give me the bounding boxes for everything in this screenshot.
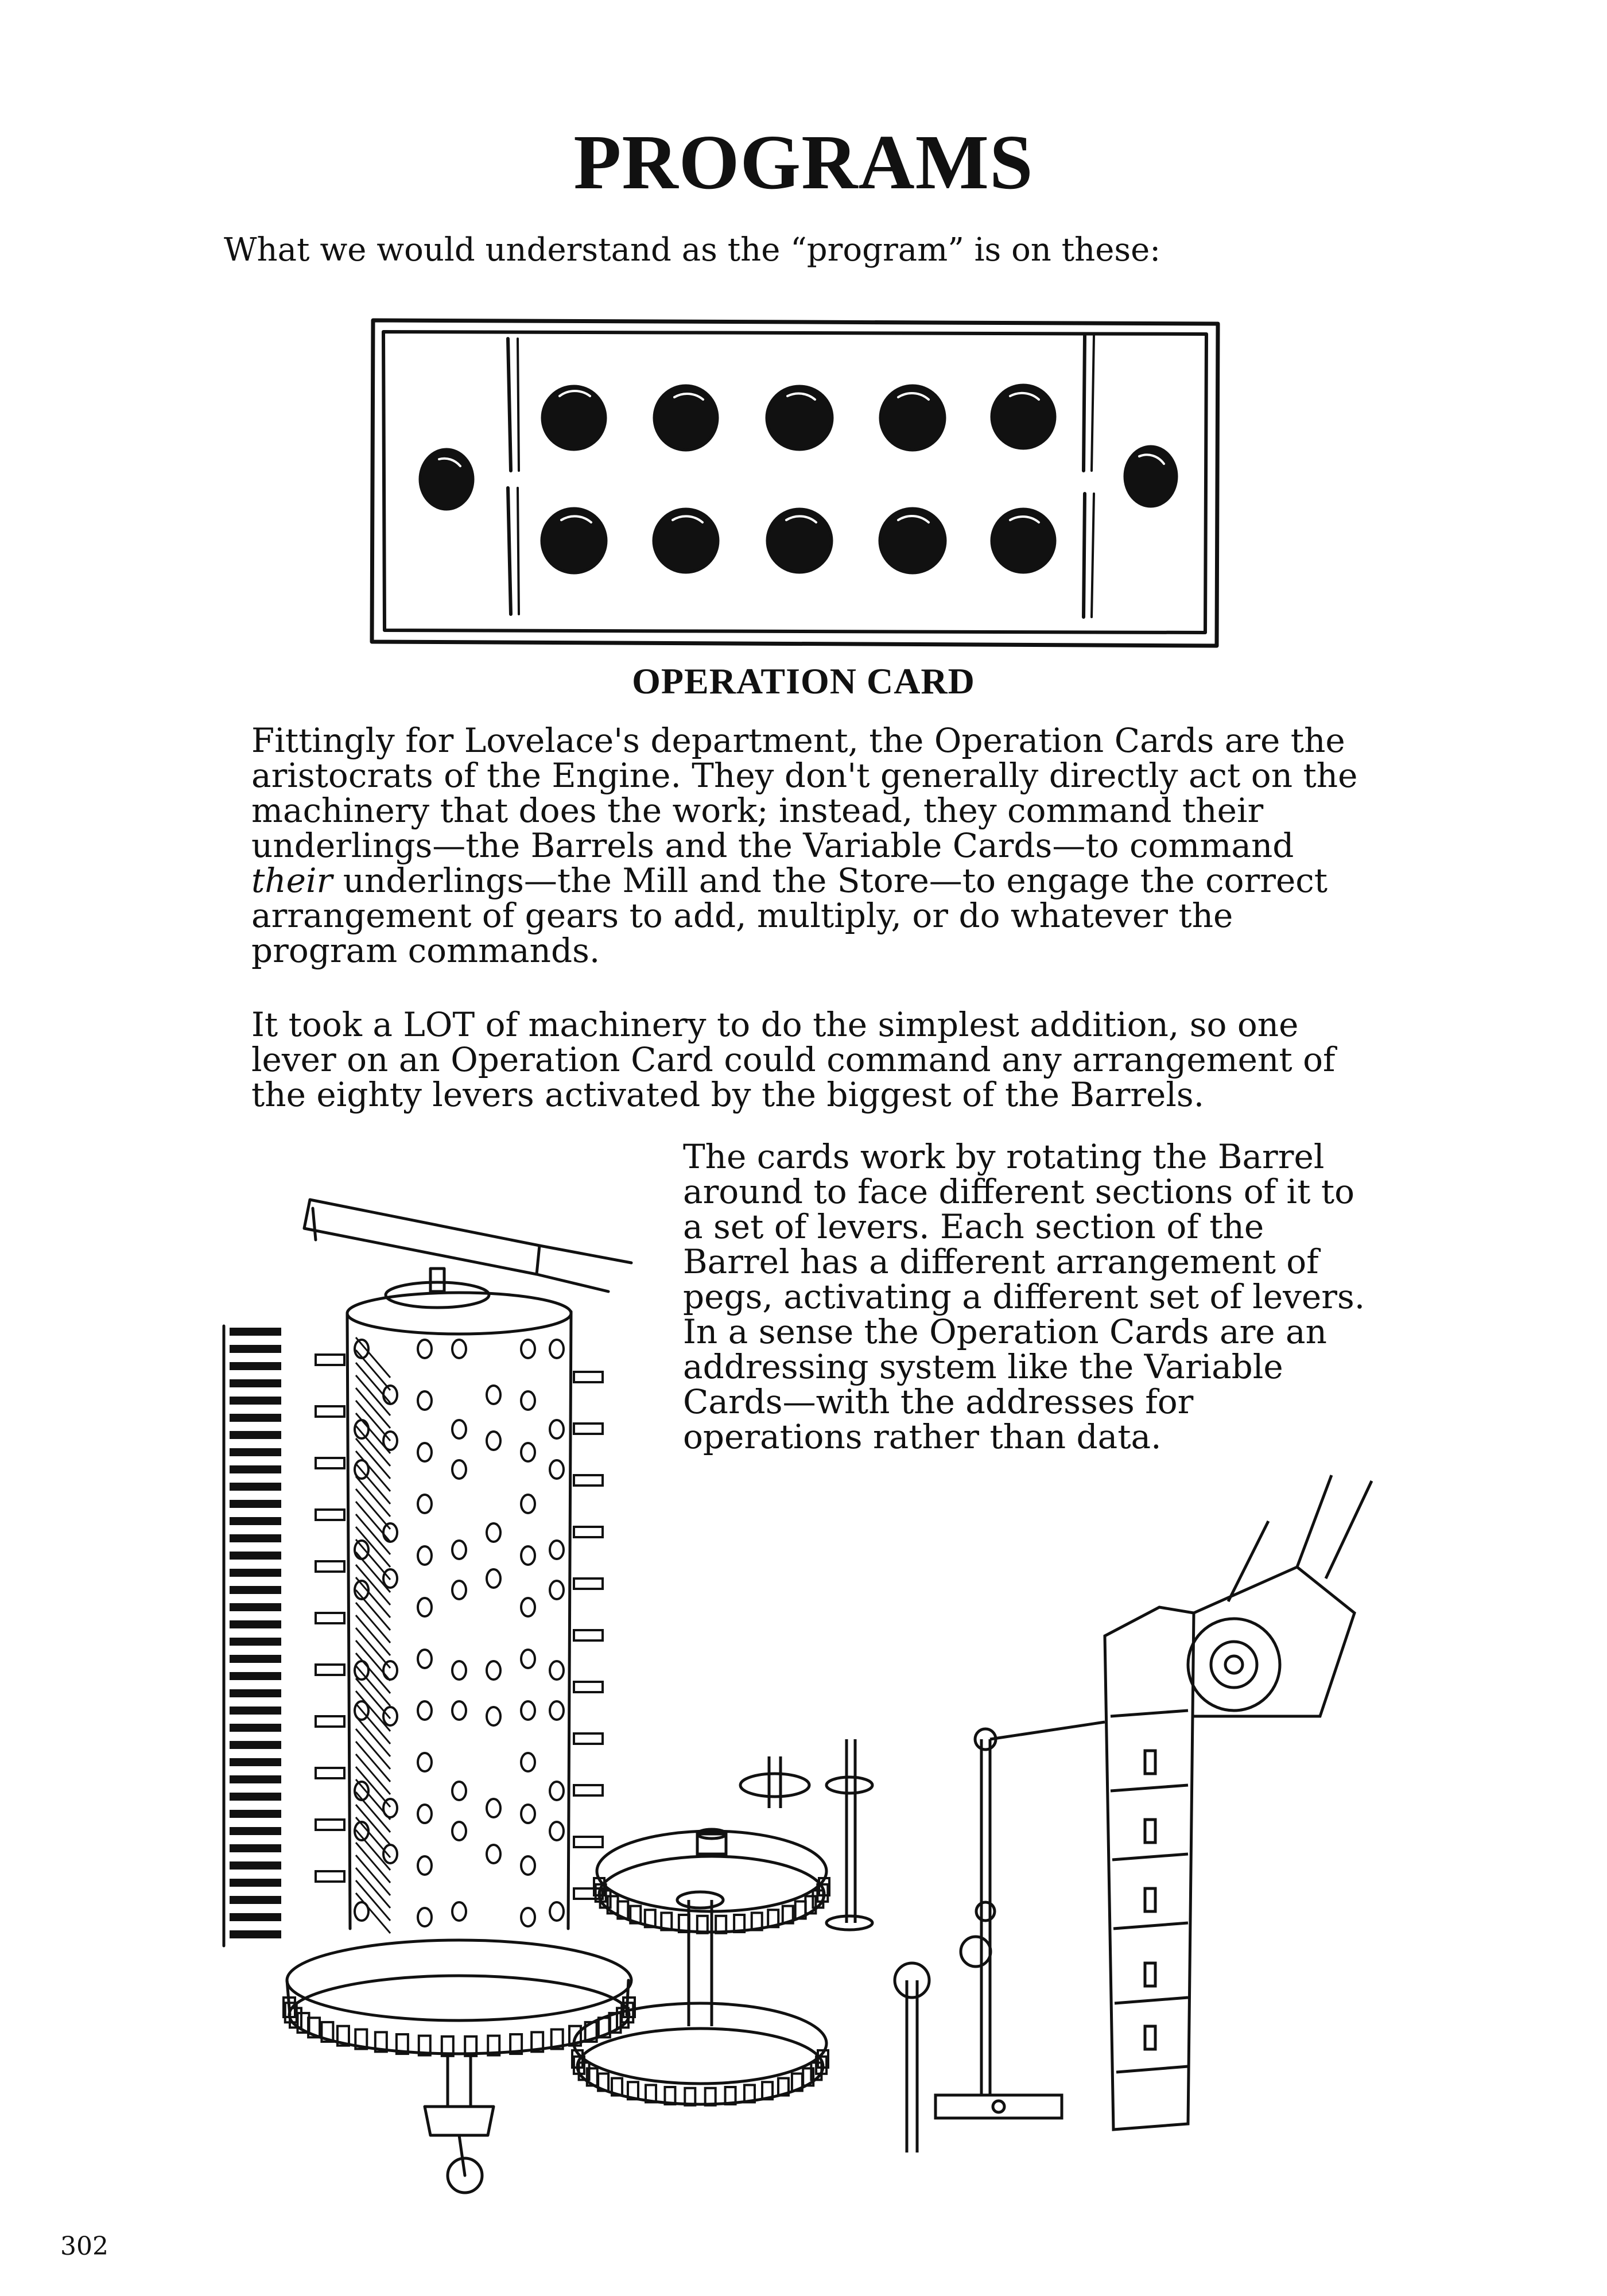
barrel-peg [550, 1541, 564, 1559]
barrel-peg [487, 1386, 500, 1404]
hatch-line [356, 1590, 390, 1630]
barrel-peg [487, 1707, 500, 1725]
barrel-peg [383, 1661, 397, 1680]
barrel-peg [452, 1661, 466, 1680]
paragraph-line: pegs, activating a different set of levers. [683, 1277, 1365, 1316]
hatch-line [356, 1603, 390, 1643]
barrel-peg [550, 1420, 564, 1438]
hatch-line [356, 1678, 390, 1719]
barrel-peg [550, 1460, 564, 1479]
hatch-line [356, 1527, 390, 1567]
barrel-peg [521, 1340, 535, 1358]
side-peg [574, 1630, 603, 1640]
barrel-peg [418, 1701, 432, 1720]
barrel-peg [383, 1707, 397, 1725]
barrel-peg [487, 1661, 500, 1680]
barrel-peg [418, 1391, 432, 1410]
paragraph-3 [683, 1139, 1365, 1455]
hatch-line [356, 1615, 390, 1655]
barrel-peg [418, 1340, 432, 1358]
operation-card-illustration [367, 316, 1228, 654]
side-peg [316, 1768, 344, 1778]
hatch-line [356, 1893, 390, 1933]
side-peg [316, 1665, 344, 1675]
hatch-line [356, 1451, 390, 1491]
barrel-peg [521, 1546, 535, 1565]
barrel-peg [487, 1569, 500, 1588]
hatch-line [356, 1754, 390, 1794]
barrel-peg [487, 1432, 500, 1450]
barrel-peg [521, 1443, 535, 1461]
hatch-line [356, 1805, 390, 1845]
barrel-peg [383, 1845, 397, 1863]
side-peg [316, 1613, 344, 1623]
barrel-peg [452, 1460, 466, 1479]
paragraph-line [251, 863, 1357, 898]
hatch-line [356, 1666, 390, 1706]
barrel-peg [418, 1546, 432, 1565]
barrel-peg [383, 1523, 397, 1542]
barrel-peg [487, 1523, 500, 1542]
barrel-peg [550, 1701, 564, 1720]
barrel-peg [521, 1598, 535, 1616]
paragraph-line: In a sense the Operation Cards are an [683, 1312, 1327, 1351]
figure-caption: OPERATION CARD [632, 661, 975, 701]
side-peg [574, 1578, 603, 1589]
barrel-peg [521, 1701, 535, 1720]
hatch-line [356, 1729, 390, 1769]
barrel-peg [452, 1822, 466, 1840]
hatch-line [356, 1476, 390, 1517]
side-peg [574, 1372, 603, 1382]
barrel-peg [418, 1856, 432, 1875]
barrel-peg [418, 1598, 432, 1616]
paragraph-1 [251, 723, 1357, 968]
paragraph-line: Barrel has a different arrangement of [683, 1242, 1319, 1281]
hatch-line [356, 1514, 390, 1554]
barrel-peg [452, 1902, 466, 1921]
paragraph-line: Fittingly for Lovelace's department, the Operation Cards are the [251, 721, 1345, 760]
hatch-line [356, 1817, 390, 1857]
barrel-peg [418, 1495, 432, 1513]
barrel-peg [418, 1443, 432, 1461]
paragraph-line: It took a LOT of machinery to do the simplest addition, so one [251, 1005, 1299, 1044]
paragraph-line: program commands. [251, 931, 600, 970]
barrel-peg [550, 1340, 564, 1358]
hatch-line [356, 1363, 390, 1403]
barrel-peg [550, 1581, 564, 1599]
emphasis-word: their [251, 861, 333, 900]
barrel-peg [355, 1420, 368, 1438]
barrel-peg [487, 1845, 500, 1863]
barrel-peg [355, 1541, 368, 1559]
paragraph-2 [251, 1007, 1335, 1112]
hatch-line [356, 1464, 390, 1504]
hatch-line [356, 1375, 390, 1415]
side-peg [316, 1510, 344, 1520]
hatch-line [356, 1388, 390, 1428]
side-peg [316, 1458, 344, 1468]
side-peg [574, 1733, 603, 1744]
barrel-peg [452, 1581, 466, 1599]
side-peg [574, 1527, 603, 1537]
barrel-peg [452, 1420, 466, 1438]
barrel-peg [521, 1495, 535, 1513]
barrel-peg [521, 1908, 535, 1926]
intro-text: What we would understand as the “program” is on these: [224, 231, 1161, 269]
barrel-peg [418, 1650, 432, 1668]
barrel-peg [550, 1822, 564, 1840]
paragraph-line: the eighty levers activated by the biggest of the Barrels. [251, 1075, 1205, 1114]
paragraph-line: operations rather than data. [683, 1417, 1162, 1456]
barrel-peg [521, 1805, 535, 1823]
hatch-line [356, 1502, 390, 1542]
barrel-peg [521, 1753, 535, 1771]
paragraph-line: aristocrats of the Engine. They don't generally directly act on the [251, 756, 1358, 795]
side-peg [574, 1424, 603, 1434]
side-peg [316, 1355, 344, 1365]
barrel-peg [418, 1753, 432, 1771]
barrel-peg [487, 1799, 500, 1817]
barrel-peg [550, 1902, 564, 1921]
barrel-peg [452, 1340, 466, 1358]
paragraph-line: Cards—with the addresses for [683, 1382, 1194, 1421]
side-peg [316, 1406, 344, 1417]
page-number: 302 [60, 2232, 108, 2261]
barrel-peg [550, 1782, 564, 1800]
paragraph-line: underlings—the Barrels and the Variable Cards—to command [251, 826, 1294, 865]
hatch-line [356, 1350, 390, 1390]
paragraph-line: machinery that does the work; instead, they command their [251, 791, 1264, 830]
hatch-line [356, 1880, 390, 1921]
barrel-peg [452, 1701, 466, 1720]
paragraph-line: arrangement of gears to add, multiply, or do whatever the [251, 896, 1233, 935]
paragraph-line-rest: underlings—the Mill and the Store—to engage the correct [332, 861, 1328, 900]
side-peg [316, 1871, 344, 1882]
paragraph-line: lever on an Operation Card could command any arrangement of [251, 1040, 1336, 1079]
paragraph-line: addressing system like the Variable [683, 1347, 1283, 1386]
barrel-peg [452, 1541, 466, 1559]
barrel-peg [521, 1856, 535, 1875]
paragraph-line: The cards work by rotating the Barrel [683, 1137, 1325, 1176]
side-peg [574, 1785, 603, 1795]
hatch-line [356, 1742, 390, 1782]
hatch-line [356, 1489, 390, 1529]
barrel-peg [452, 1782, 466, 1800]
paragraph-line: around to face different sections of it to [683, 1172, 1355, 1211]
side-peg [574, 1837, 603, 1847]
hatch-line [356, 1653, 390, 1693]
side-peg [316, 1820, 344, 1830]
side-peg [574, 1682, 603, 1692]
barrel-peg [418, 1908, 432, 1926]
side-peg [574, 1475, 603, 1486]
barrel-peg [521, 1391, 535, 1410]
side-peg [316, 1716, 344, 1727]
barrel-peg [418, 1805, 432, 1823]
barrel-peg [383, 1386, 397, 1404]
barrel-peg [550, 1661, 564, 1680]
paragraph-line: a set of levers. Each section of the [683, 1207, 1264, 1246]
barrel-peg [521, 1650, 535, 1668]
side-peg [316, 1561, 344, 1572]
page-title: PROGRAMS [573, 119, 1034, 205]
